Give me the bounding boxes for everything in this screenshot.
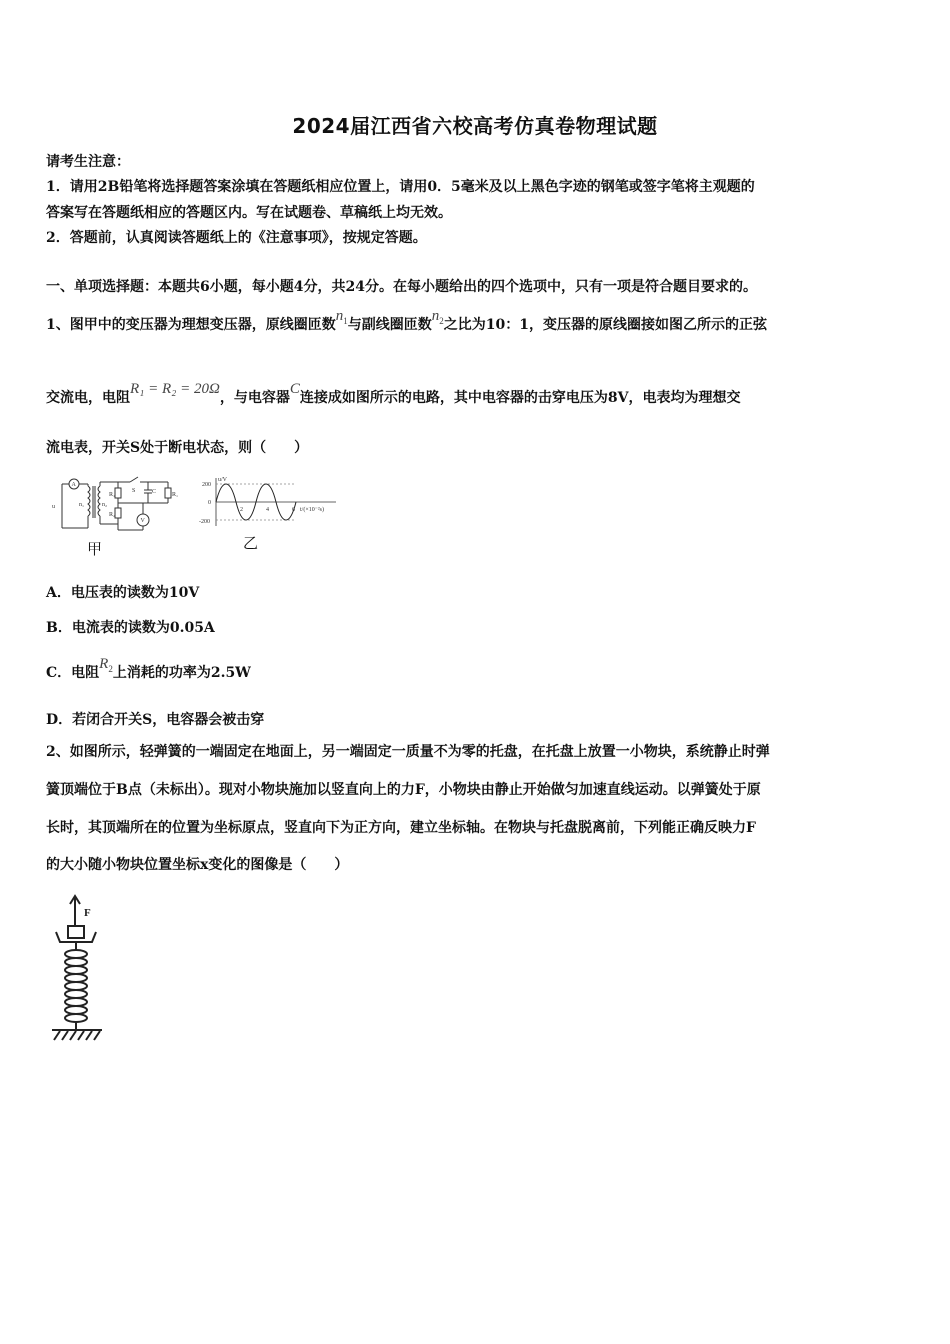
force-label: F: [84, 907, 91, 919]
y-axis-label: u/V: [218, 477, 227, 483]
n1-symbol: $n_1$: [335, 308, 348, 326]
source-label: u: [52, 504, 55, 510]
question-2-line-1: 2、如图所示，轻弹簧的一端固定在地面上，另一端固定一质量不为零的托盘，在托盘上放置一小物块，系统静止时弹: [46, 744, 770, 760]
question-2-line-2: 簧顶端位于B点（未标出）。现对小物块施加以竖直向上的力F，小物块由静止开始做匀加速直线运动。以弹簧处于原: [46, 782, 761, 798]
r1-right-label: R₁: [172, 492, 179, 498]
question-1-line-3: 流电表，开关S处于断电状态，则（ ）: [46, 440, 309, 456]
notice-heading: 请考生注意：: [46, 154, 130, 170]
x-tick-2: 2: [240, 507, 243, 513]
resistance-equation: R₁ = R₂ = 20Ω: [130, 381, 220, 397]
q1-text-a: 1、图甲中的变压器为理想变压器，原线圈匝数: [46, 317, 336, 333]
question-2-line-3: 长时，其顶端所在的位置为坐标原点，竖直向下为正方向，建立坐标轴。在物块与托盘脱离前，下列能正确反映力F: [46, 820, 756, 836]
switch-label: S: [132, 488, 136, 494]
q1-option-c-text-a: C．电阻: [46, 665, 100, 681]
x-tick-6: 6: [292, 507, 295, 513]
ammeter-label: A: [71, 482, 76, 488]
sine-wave-figure: [196, 474, 342, 530]
question-1-line-2: [46, 381, 741, 408]
spring-tray-figure: [46, 890, 110, 1044]
q1-text-f: 连接成如图所示的电路，其中电容器的击穿电压为8V，电表均为理想交: [299, 390, 741, 406]
x-tick-4: 4: [266, 507, 269, 513]
y-tick-zero: 0: [208, 500, 211, 506]
n2-symbol: $n_2$: [431, 308, 444, 326]
secondary-coil-label: n₂: [102, 502, 108, 508]
q1-option-a: A．电压表的读数为10V: [46, 585, 200, 601]
y-tick-bottom: -200: [199, 519, 210, 525]
r1-label: R₁: [109, 492, 116, 498]
notice-item-2: 2．答题前，认真阅读答题纸上的《注意事项》，按规定答题。: [46, 230, 427, 246]
q1-text-e: ，与电容器: [219, 390, 290, 406]
figure-a-label: 甲: [87, 540, 103, 558]
q1-text-b: 与副线圈匝数: [347, 317, 432, 333]
r2-symbol: $R_2$: [99, 656, 113, 674]
figure-b-label: 乙: [243, 534, 259, 552]
section-1-heading: 一、单项选择题：本题共6小题，每小题4分，共24分。在每小题给出的四个选项中，只有一项是符合题目要求的。: [46, 279, 757, 295]
q1-option-b: B．电流表的读数为0.05A: [46, 620, 215, 636]
q1-text-d: 交流电，电阻: [46, 390, 130, 406]
q1-option-d: D．若闭合开关S，电容器会被击穿: [46, 712, 265, 728]
notice-item-1-line-1: 1．请用2B铅笔将选择题答案涂填在答题纸相应位置上，请用0．5毫米及以上黑色字迹的钢笔或签字笔将主观题的: [46, 179, 755, 195]
q1-option-c-text-b: 上消耗的功率为2.5W: [112, 665, 251, 681]
y-tick-top: 200: [202, 482, 211, 488]
q1-option-c: [46, 656, 251, 683]
primary-coil-label: n₁: [79, 502, 85, 508]
r2-label: R₂: [109, 512, 116, 518]
x-axis-label: t/(×10⁻²s): [300, 507, 325, 513]
circuit-diagram-figure: [48, 474, 188, 538]
voltmeter-label: V: [140, 518, 145, 524]
question-1-line-1: [46, 308, 767, 340]
question-2-line-4: 的大小随小物块位置坐标x变化的图像是（ ）: [46, 857, 349, 873]
capacitor-label: C: [152, 489, 157, 495]
page-title: 2024届江西省六校高考仿真卷物理试题: [292, 114, 658, 138]
capacitor-symbol: C: [289, 381, 300, 397]
notice-item-1-line-2: 答案写在答题纸相应的答题区内。写在试题卷、草稿纸上均无效。: [46, 205, 452, 221]
q1-text-c: 之比为10：1，变压器的原线圈接如图乙所示的正弦: [443, 317, 767, 333]
